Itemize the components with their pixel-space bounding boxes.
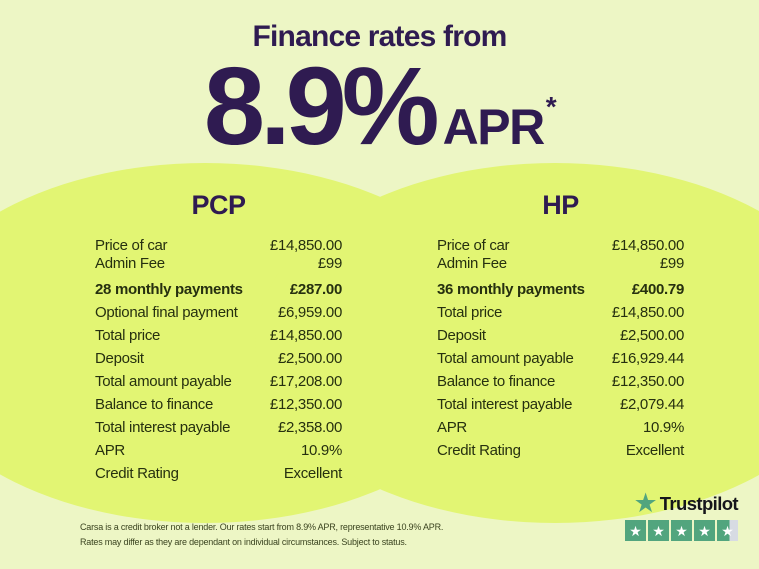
page-title: Finance rates from xyxy=(252,20,507,53)
disclaimer-line-2: Rates may differ as they are dependant on individual circumstances. Subject to status. xyxy=(80,536,407,547)
table-row xyxy=(437,255,684,274)
rating-star-icon: ★ xyxy=(694,520,715,541)
rate-value: 8.9% xyxy=(203,45,435,168)
rating-half-star-icon: ★ xyxy=(717,520,738,541)
rating-star-icon: ★ xyxy=(625,520,646,541)
row-label: Total amount payable xyxy=(437,350,574,367)
table-row-monthly-payment xyxy=(437,278,684,301)
row-label: APR xyxy=(437,419,467,436)
table-row xyxy=(95,324,342,347)
row-value: £12,350.00 xyxy=(611,373,684,390)
table-row xyxy=(95,236,342,255)
table-row xyxy=(95,416,342,439)
row-value: £14,850.00 xyxy=(611,236,684,254)
row-value: £6,959.00 xyxy=(277,304,342,321)
hp-title: HP xyxy=(542,190,579,220)
trustpilot-wordmark: Trustpilot xyxy=(659,492,738,514)
row-value: £14,850.00 xyxy=(269,236,342,254)
row-label: Credit Rating xyxy=(95,465,179,482)
pcp-column xyxy=(95,190,342,485)
row-label: Total price xyxy=(437,304,503,321)
row-value: £2,500.00 xyxy=(277,350,342,367)
table-row xyxy=(95,393,342,416)
row-value: £17,208.00 xyxy=(269,373,342,390)
row-value: £99 xyxy=(659,255,684,273)
table-row xyxy=(437,370,684,393)
row-value: Excellent xyxy=(283,465,342,482)
table-row-monthly-payment xyxy=(95,278,342,301)
table-row xyxy=(95,462,342,485)
headline-rate xyxy=(0,45,759,168)
row-value: £99 xyxy=(317,255,342,273)
pcp-title: PCP xyxy=(191,190,246,220)
table-row xyxy=(437,439,684,462)
row-label: Total amount payable xyxy=(95,373,232,390)
trustpilot-star-icon: ★ xyxy=(633,488,658,518)
hp-column xyxy=(437,190,684,462)
row-label: Optional final payment xyxy=(95,304,238,321)
row-label: Total price xyxy=(95,327,161,344)
table-row xyxy=(437,416,684,439)
row-value: £2,500.00 xyxy=(619,327,684,344)
row-label: APR xyxy=(95,442,125,459)
table-row xyxy=(437,324,684,347)
trustpilot-logo xyxy=(622,490,738,517)
row-value: 10.9% xyxy=(300,442,342,459)
rate-unit: APR* xyxy=(442,91,556,155)
row-label: Deposit xyxy=(95,350,144,367)
row-value: £12,350.00 xyxy=(269,396,342,413)
row-label: Price of car xyxy=(95,236,168,254)
table-row xyxy=(437,347,684,370)
table-row xyxy=(437,393,684,416)
row-value: Excellent xyxy=(625,442,684,459)
row-label: Total interest payable xyxy=(95,419,231,436)
row-value: £2,079.44 xyxy=(619,396,684,413)
table-row xyxy=(95,255,342,274)
rating-star-icon: ★ xyxy=(671,520,692,541)
trustpilot-badge[interactable] xyxy=(622,490,738,541)
row-value: £14,850.00 xyxy=(611,304,684,321)
row-label: Price of car xyxy=(437,236,510,254)
table-row xyxy=(95,439,342,462)
row-label: Admin Fee xyxy=(95,255,165,273)
row-label: 28 monthly payments xyxy=(95,281,243,298)
row-label: Deposit xyxy=(437,327,486,344)
row-label: Balance to finance xyxy=(95,396,214,413)
row-value: £400.79 xyxy=(631,281,684,298)
row-label: 36 monthly payments xyxy=(437,281,585,298)
table-row xyxy=(95,347,342,370)
row-value: £16,929.44 xyxy=(611,350,684,367)
table-row xyxy=(437,236,684,255)
row-label: Credit Rating xyxy=(437,442,521,459)
row-value: 10.9% xyxy=(642,419,684,436)
trustpilot-rating-stars xyxy=(622,520,738,541)
disclaimer-line-1: Carsa is a credit broker not a lender. Our rates start from 8.9% APR, representative 10.9% APR. xyxy=(80,522,444,532)
row-label: Total interest payable xyxy=(437,396,573,413)
table-row xyxy=(95,370,342,393)
rate-asterisk: * xyxy=(545,91,556,122)
row-value: £287.00 xyxy=(289,281,342,298)
row-value: £2,358.00 xyxy=(277,419,342,436)
legal-disclaimer xyxy=(80,520,443,549)
table-row xyxy=(437,301,684,324)
row-label: Balance to finance xyxy=(437,373,556,390)
rating-star-icon: ★ xyxy=(648,520,669,541)
row-value: £14,850.00 xyxy=(269,327,342,344)
table-row xyxy=(95,301,342,324)
row-label: Admin Fee xyxy=(437,255,507,273)
